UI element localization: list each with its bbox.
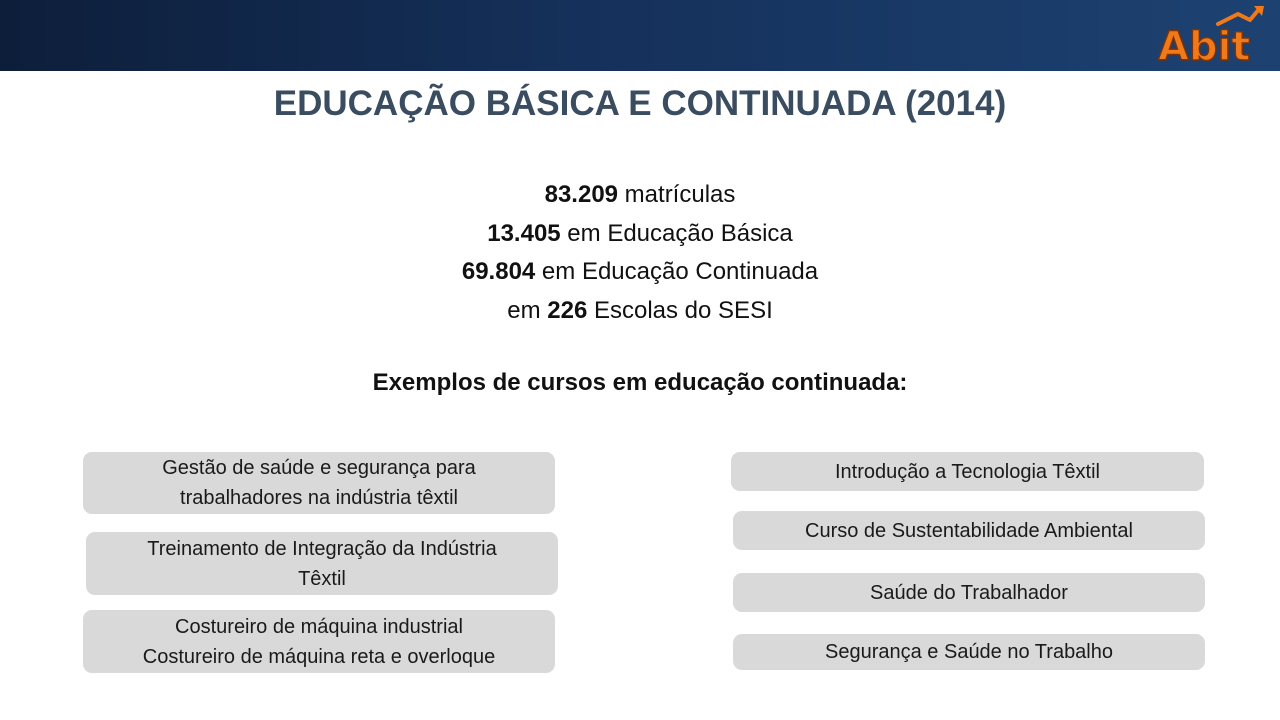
examples-heading: Exemplos de cursos em educação continuada: [372, 369, 908, 396]
course-box-gestao-saude: Gestão de saúde e segurança para trabalhadores na indústria têxtil [83, 452, 555, 514]
stat-number: 13.405 [487, 219, 561, 247]
stat-line-matriculas [0, 176, 1280, 215]
stat-text: em Educação Continuada [535, 258, 819, 285]
stat-text: em Educação Básica [560, 219, 793, 247]
stat-text: matrículas [618, 181, 736, 208]
course-box-tecnologia-textil: Introdução a Tecnologia Têxtil [731, 452, 1204, 491]
stat-prefix: em [507, 296, 548, 324]
stat-number: 83.209 [544, 181, 619, 208]
stat-text: Escolas do SESI [587, 296, 773, 324]
course-box-costureiro: Costureiro de máquina industrial Costureiro de máquina reta e overloque [83, 610, 555, 673]
course-box-sustentabilidade: Curso de Sustentabilidade Ambiental [733, 511, 1205, 550]
stat-line-continuada [0, 253, 1280, 292]
stat-line-escolas [0, 292, 1280, 331]
course-box-saude-trabalhador: Saúde do Trabalhador [733, 573, 1205, 612]
header-bar [0, 0, 1280, 71]
logo-text: Abit [1158, 24, 1251, 68]
stat-line-basica [0, 215, 1280, 254]
stats-block [0, 176, 1280, 330]
course-box-seguranca-saude: Segurança e Saúde no Trabalho [733, 634, 1205, 670]
abit-logo [1154, 4, 1266, 68]
page-title: EDUCAÇÃO BÁSICA E CONTINUADA (2014) [273, 84, 1007, 123]
course-box-treinamento-integracao: Treinamento de Integração da Indústria Têxtil [86, 532, 558, 595]
stat-number: 226 [547, 296, 588, 324]
stat-number: 69.804 [461, 258, 536, 285]
